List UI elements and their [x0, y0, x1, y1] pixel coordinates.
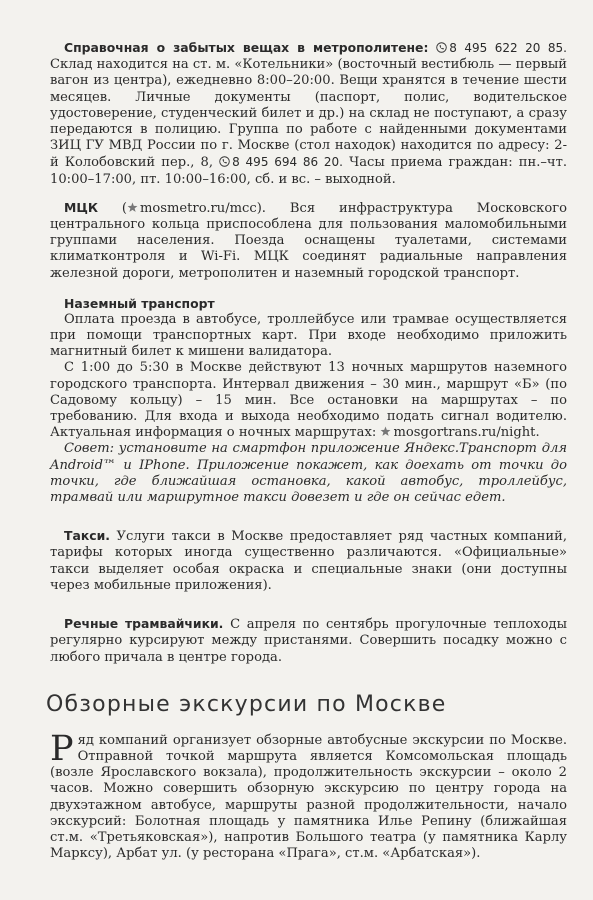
taxi-title: Такси. [64, 528, 110, 544]
taxi-section [50, 528, 567, 594]
taxi-paragraph [50, 528, 567, 594]
web-icon [127, 202, 138, 213]
lost-items-section [50, 40, 567, 188]
tours-dropcap: Р [50, 728, 74, 769]
lost-items-paragraph [50, 40, 567, 188]
river-paragraph [50, 616, 567, 666]
tours-paragraph [50, 728, 567, 863]
web-icon [380, 426, 391, 437]
lost-items-phone2: 8 495 694 86 20. [232, 155, 343, 170]
mcc-section [50, 200, 567, 282]
mcc-url[interactable]: mosmetro.ru/mcc [139, 200, 257, 216]
tours-section [50, 728, 567, 863]
mcc-title: МЦК [64, 199, 98, 215]
river-text: С апреля по сентябрь прогулочные теплоходы регулярно курсируют между пристанями. Совершить посадку можно с любого причала в центре города. [50, 617, 567, 665]
ground-paragraph-2 [50, 360, 567, 441]
mcc-paragraph: МЦК ( mosmetro.ru/mcc). Вся инфраструктура Московского центрального кольца приспособлена для пользования маломобильными группами населения. Поезда оснащены туалетами, системами климатконтроля и Wi-Fi. МЦК соединят радиальные направления железной дороги, метрополитен и наземный городской транспорт. [50, 199, 567, 281]
ground-transport-heading: Наземный транспорт [64, 295, 215, 311]
lost-items-text1: Склад находится на ст. м. «Котельники» (восточный вестибюль — первый вагон из центра), ежедневно 8:00–20:00. Вещи хранятся в течение шести месяцев. Личные документы (паспорт, полис, водительское удостоверение, студенческий билет и др.) на склад не поступают, а сразу передаются в полицию. Группа по работе с найденными документами ЗИЦ ГУ МВД России по г. Москве (стол находок) находится по адресу: 2-й Колобовский пер., 8, [50, 57, 567, 171]
river-title: Речные трамвайчики. [64, 616, 224, 632]
ground-transport-section [50, 296, 567, 506]
phone-icon [219, 156, 230, 167]
tours-heading: Обзорные экскурсии по Москве [46, 691, 447, 717]
ground-paragraph-2-text: С 1:00 до 5:30 в Москве действуют 13 ночных маршрутов наземного городского транспорта. Интервал движения – 30 мин., маршрут «Б» (по Садовому кольцу) – 15 мин. Все остановки на маршрутах – по требованию. Для входа и выхода необходимо подать сигнал водителю. Актуальная информация о ночных маршрутах: [50, 360, 567, 441]
river-section [50, 616, 567, 666]
taxi-text: Услуги такси в Москве предоставляет ряд частных компаний, тарифы которых иногда существенно различаются. «Официальные» такси выделяет особая окраска и специальные знаки (они доступны через мобильные приложения). [50, 529, 567, 593]
ground-night-url[interactable]: mosgortrans.ru/night. [393, 425, 540, 441]
tours-text: яд компаний организует обзорные автобусные экскурсии по Москве. Отправной точкой маршрута является Комсомольская площадь (возле Ярославского вокзала), продолжительность экскурсии – около 2 часов. Можно совершить обзорную экскурсию по центру города на двухэтажном автобусе, маршруты разной продолжительности, начало экскурсий: Болотная площадь у памятника Илье Репину (ближайшая ст.м. «Третьяковская»), напротив Большого театра (у памятника Карлу Марксу), Арбат ул. (у ресторана «Прага», ст.м. «Арбатская»). [50, 732, 567, 862]
ground-paragraph-1: Оплата проезда в автобусе, троллейбусе или трамвае осуществляется при помощи транспортных карт. При входе необходимо приложить магнитный билет к мишени валидатора. [50, 311, 567, 360]
lost-items-text2: Часы приема граждан: пн.–чт. 10:00–17:00, пт. 10:00–16:00, сб. и вс. – выходной. [50, 155, 567, 187]
mcc-text: Вся инфраструктура Московского центрального кольца приспособлена для пользования маломобильными группами населения. Поезда оснащены туалетами, системами климатконтроля и Wi-Fi. МЦК соединят радиальные направления железной дороги, метрополитен и наземный городской транспорт. [50, 200, 567, 281]
ground-tip: Совет: установите на смартфон приложение Яндекс.Транспорт для Android™ и IPhone. Приложение покажет, как доехать от точки до точки, где ближайшая остановка, какой автобус, троллейбус, трамвай или маршрутное такси довезет и где он сейчас едет. [50, 441, 567, 506]
lost-items-title: Справочная о забытых вещах в метрополитене: [64, 40, 429, 55]
lost-items-phone: 8 495 622 20 85. [449, 41, 567, 55]
phone-icon [436, 42, 447, 53]
